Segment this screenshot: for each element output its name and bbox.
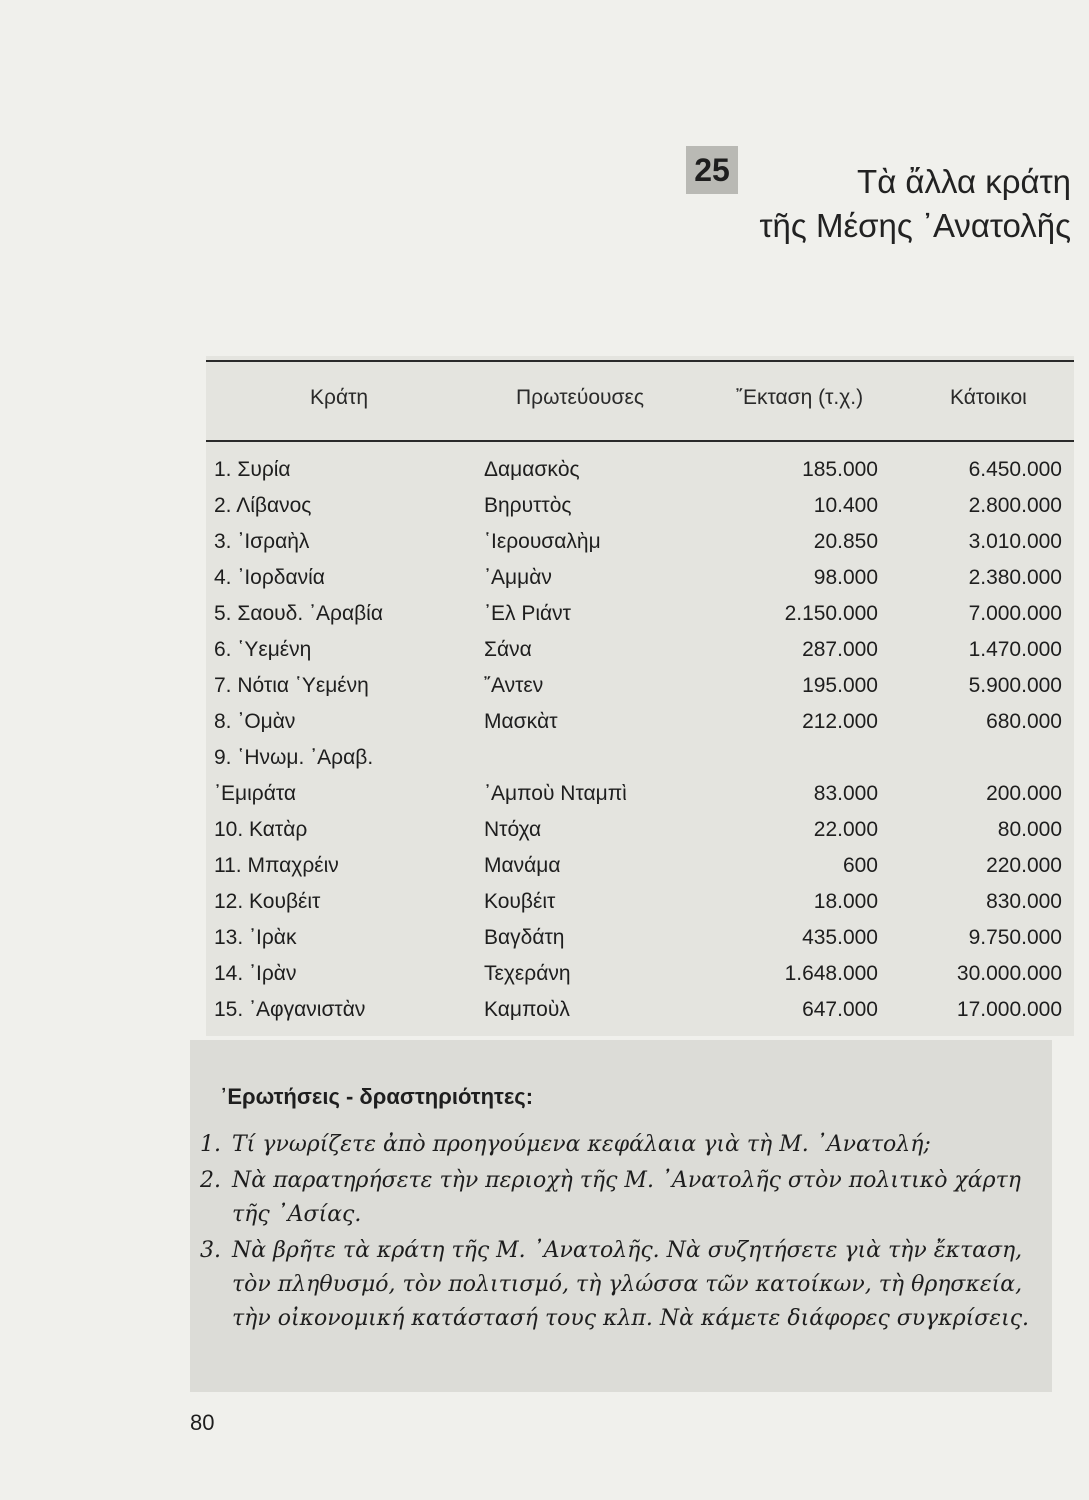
table-row [206, 668, 1074, 704]
population-cell: 80.000 [997, 818, 1062, 841]
area-cell: 185.000 [802, 458, 878, 481]
header-population: Κάτοικοι [950, 386, 1027, 409]
capital-cell: Καμποὺλ [484, 998, 570, 1021]
capital-cell: Βαγδάτη [484, 926, 565, 949]
capital-cell: Μασκὰτ [484, 710, 558, 733]
question-text: Τί γνωρίζετε ἀπὸ προηγούμενα κεφάλαια γιὰ τὴ Μ. ᾿Ανατολή; [232, 1132, 931, 1157]
chapter-number: 25 [686, 146, 738, 194]
capital-cell: Δαμασκὸς [484, 458, 580, 481]
question-item [200, 1164, 1042, 1232]
table-row [206, 740, 1074, 776]
table-row [206, 956, 1074, 992]
capital-cell: Ντόχα [484, 818, 542, 841]
area-cell: 647.000 [802, 998, 878, 1021]
population-cell: 7.000.000 [968, 602, 1062, 625]
population-cell: 6.450.000 [968, 458, 1062, 481]
area-cell: 18.000 [813, 890, 878, 913]
chapter-title [760, 160, 1072, 248]
table-top-rule [206, 360, 1074, 362]
state-cell: 3. ᾿Ισραὴλ [214, 530, 310, 553]
table-row [206, 848, 1074, 884]
state-cell: 12. Κουβέιτ [214, 890, 321, 913]
table-header-rule [206, 440, 1074, 442]
area-cell: 435.000 [802, 926, 878, 949]
questions-title: ᾿Ερωτήσεις - δραστηριότητες: [220, 1084, 534, 1109]
state-cell: 13. ᾿Ιρὰκ [214, 926, 297, 949]
chapter-title-line-1: Τὰ ἄλλα κράτη [857, 163, 1071, 200]
population-cell: 17.000.000 [956, 998, 1062, 1021]
state-cell: 9. ῾Ηνωμ. ᾿Αραβ. [214, 746, 374, 769]
table-row [206, 452, 1074, 488]
area-cell: 22.000 [813, 818, 878, 841]
header-capitals: Πρωτεύουσες [516, 386, 644, 409]
state-cell: 14. ᾿Ιρὰν [214, 962, 297, 985]
questions-list [200, 1128, 1042, 1338]
area-cell: 20.850 [813, 530, 878, 553]
state-cell: 10. Κατὰρ [214, 818, 308, 841]
state-cell: 2. Λίβανος [214, 494, 312, 517]
capital-cell: Τεχεράνη [484, 962, 571, 985]
question-number: 2. [200, 1168, 221, 1193]
table-row [206, 524, 1074, 560]
table-row [206, 884, 1074, 920]
area-cell: 287.000 [802, 638, 878, 661]
state-cell: ᾿Εμιράτα [214, 782, 296, 805]
capital-cell: ᾿Ελ Ριάντ [484, 602, 571, 625]
population-cell: 220.000 [986, 854, 1062, 877]
area-cell: 98.000 [813, 566, 878, 589]
table-row [206, 776, 1074, 812]
population-cell: 200.000 [986, 782, 1062, 805]
capital-cell: Κουβέιτ [484, 890, 556, 913]
population-cell: 2.800.000 [968, 494, 1062, 517]
states-table [206, 356, 1074, 1036]
table-row [206, 560, 1074, 596]
table-row [206, 920, 1074, 956]
question-item [200, 1128, 1042, 1162]
question-number: 3. [200, 1238, 221, 1263]
question-text: Νὰ βρῆτε τὰ κράτη τῆς Μ. ᾿Ανατολῆς. Νὰ συζητήσετε γιὰ τὴν ἔκταση, τὸν πληθυσμό, τὸν πολιτισμό, τὴ γλώσσα τῶν κατοίκων, τὴ θρησκεία, τὴν οἰκονομική κατάστασή τους κλπ. Νὰ κάμετε διάφορες συγκρίσεις. [232, 1238, 1030, 1331]
area-cell: 1.648.000 [784, 962, 878, 985]
chapter-title-line-2: τῆς Μέσης ᾿Ανατολῆς [759, 207, 1071, 244]
population-cell: 1.470.000 [968, 638, 1062, 661]
population-cell: 2.380.000 [968, 566, 1062, 589]
question-item [200, 1234, 1042, 1336]
population-cell: 830.000 [986, 890, 1062, 913]
table-row [206, 488, 1074, 524]
population-cell: 5.900.000 [968, 674, 1062, 697]
state-cell: 11. Μπαχρέιν [214, 854, 339, 877]
population-cell: 9.750.000 [968, 926, 1062, 949]
capital-cell: ᾿Αμποὺ Νταμπὶ [484, 782, 627, 805]
question-text: Νὰ παρατηρήσετε τὴν περιοχὴ τῆς Μ. ᾿Ανατολῆς στὸν πολιτικὸ χάρτη τῆς ᾿Ασίας. [232, 1168, 1021, 1227]
table-row [206, 992, 1074, 1028]
state-cell: 7. Νότια ῾Υεμένη [214, 674, 369, 697]
state-cell: 6. ῾Υεμένη [214, 638, 312, 661]
capital-cell: ῎Αντεν [484, 674, 544, 697]
capital-cell: ῾Ιερουσαλὴμ [484, 530, 601, 553]
table-row [206, 812, 1074, 848]
state-cell: 8. ᾿Ομὰν [214, 710, 296, 733]
table-row [206, 632, 1074, 668]
capital-cell: Μανάμα [484, 854, 561, 877]
question-number: 1. [200, 1132, 221, 1157]
area-cell: 83.000 [813, 782, 878, 805]
area-cell: 2.150.000 [784, 602, 878, 625]
area-cell: 212.000 [802, 710, 878, 733]
population-cell: 30.000.000 [956, 962, 1062, 985]
area-cell: 600 [842, 854, 878, 877]
capital-cell: Βηρυττὸς [484, 494, 572, 517]
table-row [206, 596, 1074, 632]
header-area: ῎Εκταση (τ.χ.) [736, 386, 864, 409]
area-cell: 10.400 [813, 494, 878, 517]
table-row [206, 704, 1074, 740]
area-cell: 195.000 [802, 674, 878, 697]
state-cell: 15. ᾿Αφγανιστὰν [214, 998, 366, 1021]
population-cell: 3.010.000 [968, 530, 1062, 553]
capital-cell: ᾿Αμμὰν [484, 566, 552, 589]
questions-box [190, 1040, 1052, 1392]
state-cell: 5. Σαουδ. ᾿Αραβία [214, 602, 383, 625]
capital-cell: Σάνα [484, 638, 532, 661]
population-cell: 680.000 [986, 710, 1062, 733]
state-cell: 4. ᾿Ιορδανία [214, 566, 325, 589]
state-cell: 1. Συρία [214, 458, 291, 481]
page-number: 80 [190, 1410, 215, 1435]
header-states: Κράτη [310, 386, 369, 409]
